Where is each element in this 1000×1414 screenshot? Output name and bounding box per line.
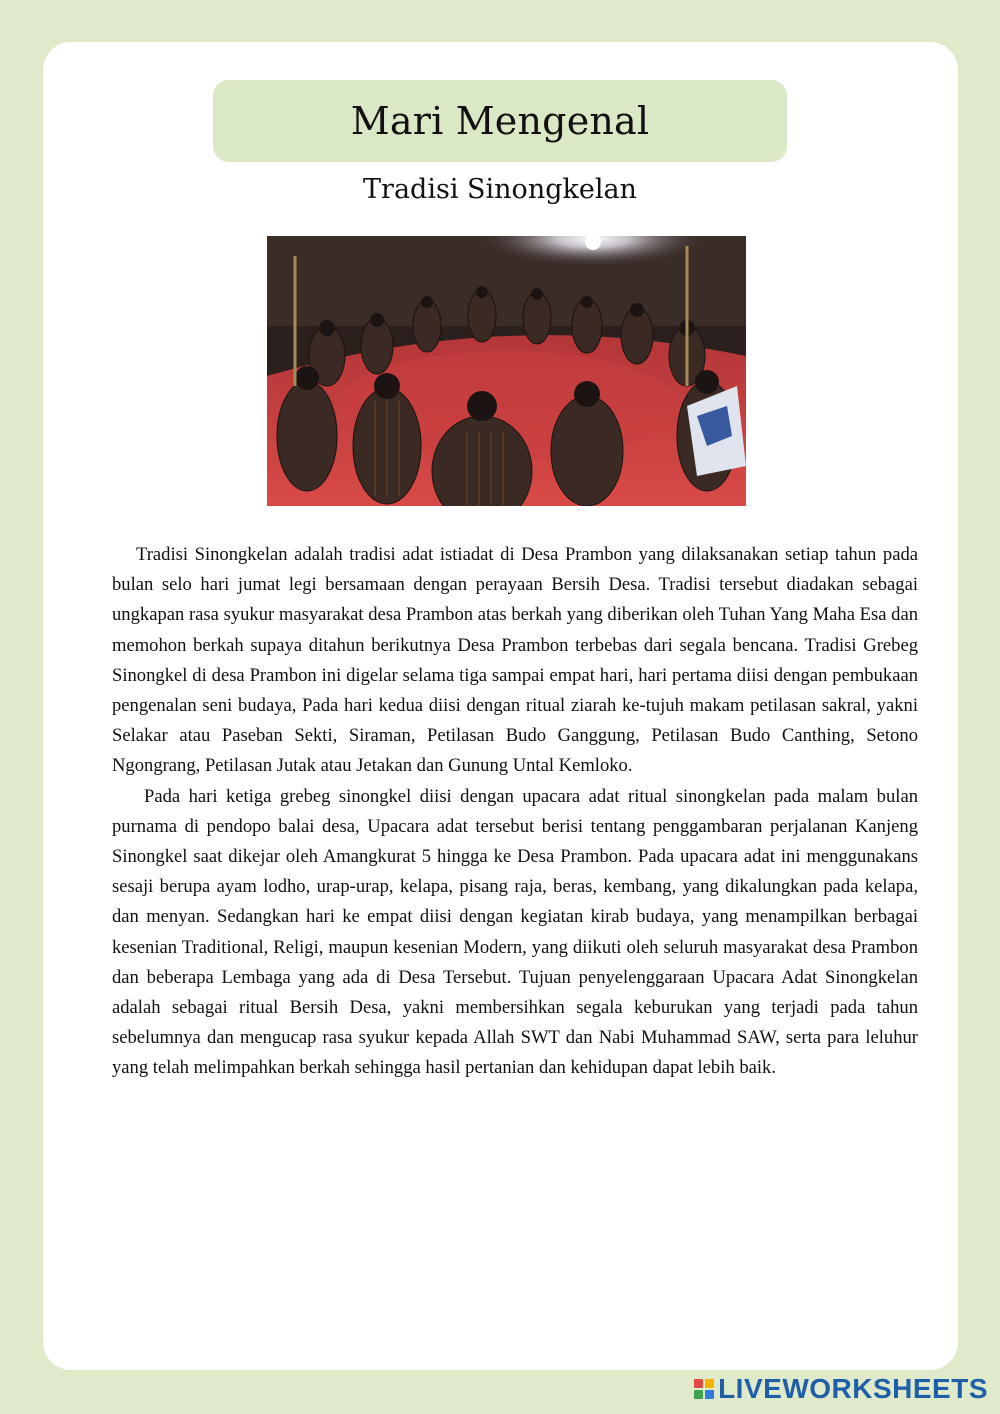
page-subtitle: Tradisi Sinongkelan xyxy=(363,174,637,205)
article-body xyxy=(112,540,918,1084)
paragraph: Tradisi Sinongkelan adalah tradisi adat istiadat di Desa Prambon yang dilaksanakan setiap tahun pada bulan selo hari jumat legi bersamaan dengan perayaan Bersih Desa. Tradisi tersebut diadakan sebagai ungkapan rasa syukur masyarakat desa Prambon atas berkah yang diberikan oleh Tuhan Yang Maha Esa dan memohon berkah supaya ditahun berikutnya Desa Prambon terbebas dari segala bencana. Tradisi Grebeg Sinongkel di desa Prambon ini digelar selama tiga sampai empat hari, hari pertama diisi dengan pembukaan pengenalan seni budaya, Pada hari kedua diisi dengan ritual ziarah ke-tujuh makam petilasan sakral, yakni Selakar atau Paseban Sekti, Siraman, Petilasan Budo Ganggung, Petilasan Budo Canthing, Setono Ngongrang, Petilasan Jutak atau Jetakan dan Gunung Untal Kemloko. xyxy=(112,544,918,777)
title-banner xyxy=(213,80,787,162)
logo-blocks-icon xyxy=(694,1379,714,1399)
page-title: Mari Mengenal xyxy=(350,99,650,143)
ceremony-photo xyxy=(267,236,746,506)
paragraph: Pada hari ketiga grebeg sinongkel diisi dengan upacara adat ritual sinongkelan pada malam bulan purnama di pendopo balai desa, Upacara adat tersebut berisi tentang penggambaran perjalanan Kanjeng Sinongkel saat dikejar oleh Amangkurat 5 hingga ke Desa Prambon. Pada upacara adat ini menggunakans sesaji berupa ayam lodho, urap-urap, kelapa, pisang raja, beras, kembang, yang dikalungkan pada kelapa, dan menyan. Sedangkan hari ke empat diisi dengan kegiatan kirab budaya, yang menampilkan berbagai kesenian Traditional, Religi, maupun kesenian Modern, yang diikuti oleh seluruh masyarakat desa Prambon dan beberapa Lembaga yang ada di Desa Tersebut. Tujuan penyelenggaraan Upacara Adat Sinongkelan adalah sebagai ritual Bersih Desa, yakni membersihkan segala keburukan yang terjadi pada tahun sebelumnya dan mengucap rasa syukur kepada Allah SWT dan Nabi Muhammad SAW, serta para leluhur yang telah melimpahkan berkah sehingga hasil pertanian dan kehidupan dapat lebih baik. xyxy=(112,785,918,1079)
brand-name: LIVEWORKSHEETS xyxy=(718,1373,988,1404)
liveworksheets-logo[interactable] xyxy=(694,1374,988,1404)
